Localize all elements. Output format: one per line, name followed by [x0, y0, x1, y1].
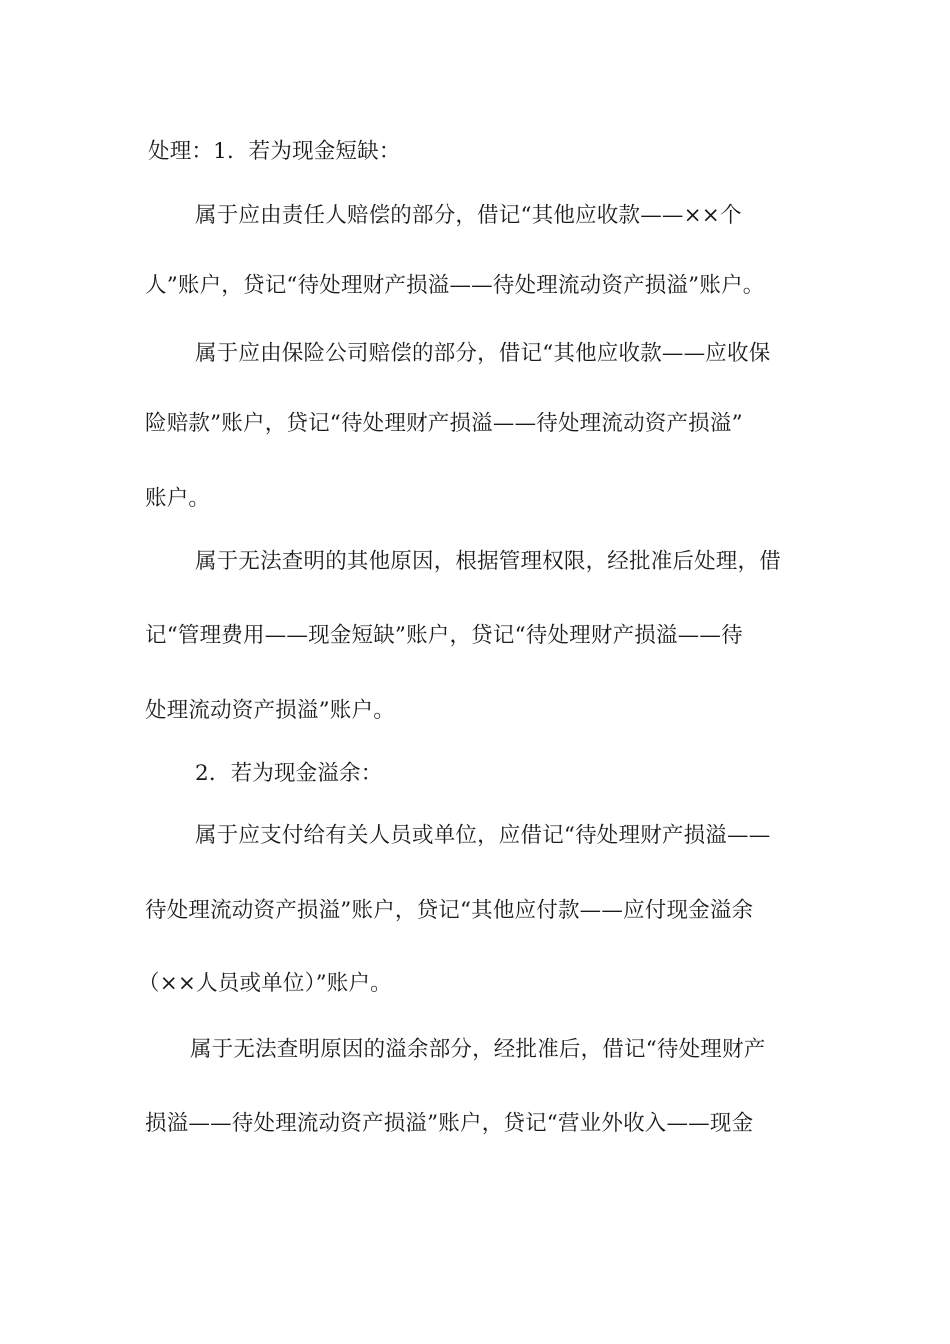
text-line: 属于应支付给有关人员或单位，应借记“待处理财产损溢—— — [195, 823, 771, 848]
text-line: 属于应由保险公司赔偿的部分，借记“其他应收款——应收保 — [195, 341, 771, 366]
text-line: 损溢——待处理流动资产损溢”账户，贷记“营业外收入——现金 — [145, 1111, 754, 1136]
text-line: 账户。 — [145, 486, 211, 511]
text-line: 属于无法查明原因的溢余部分，经批准后，借记“待处理财产 — [190, 1037, 766, 1062]
text-line: 待处理流动资产损溢”账户，贷记“其他应付款——应付现金溢余 — [145, 898, 754, 923]
text-line: （××人员或单位）”账户。 — [138, 971, 392, 996]
text-line: 险赔款”账户，贷记“待处理财产损溢——待处理流动资产损溢” — [145, 411, 743, 436]
text-line-heading-cash-shortage: 处理：1．若为现金短缺： — [148, 139, 401, 164]
text-line: 处理流动资产损溢”账户。 — [145, 698, 395, 723]
text-line: 人”账户，贷记“待处理财产损溢——待处理流动资产损溢”账户。 — [145, 273, 765, 298]
text-line-heading-cash-surplus: 2．若为现金溢余： — [195, 761, 383, 786]
text-line: 记“管理费用——现金短缺”账户，贷记“待处理财产损溢——待 — [145, 623, 743, 648]
text-line: 属于应由责任人赔偿的部分，借记“其他应收款——××个 — [195, 203, 742, 228]
text-line: 属于无法查明的其他原因，根据管理权限，经批准后处理，借 — [195, 549, 781, 574]
